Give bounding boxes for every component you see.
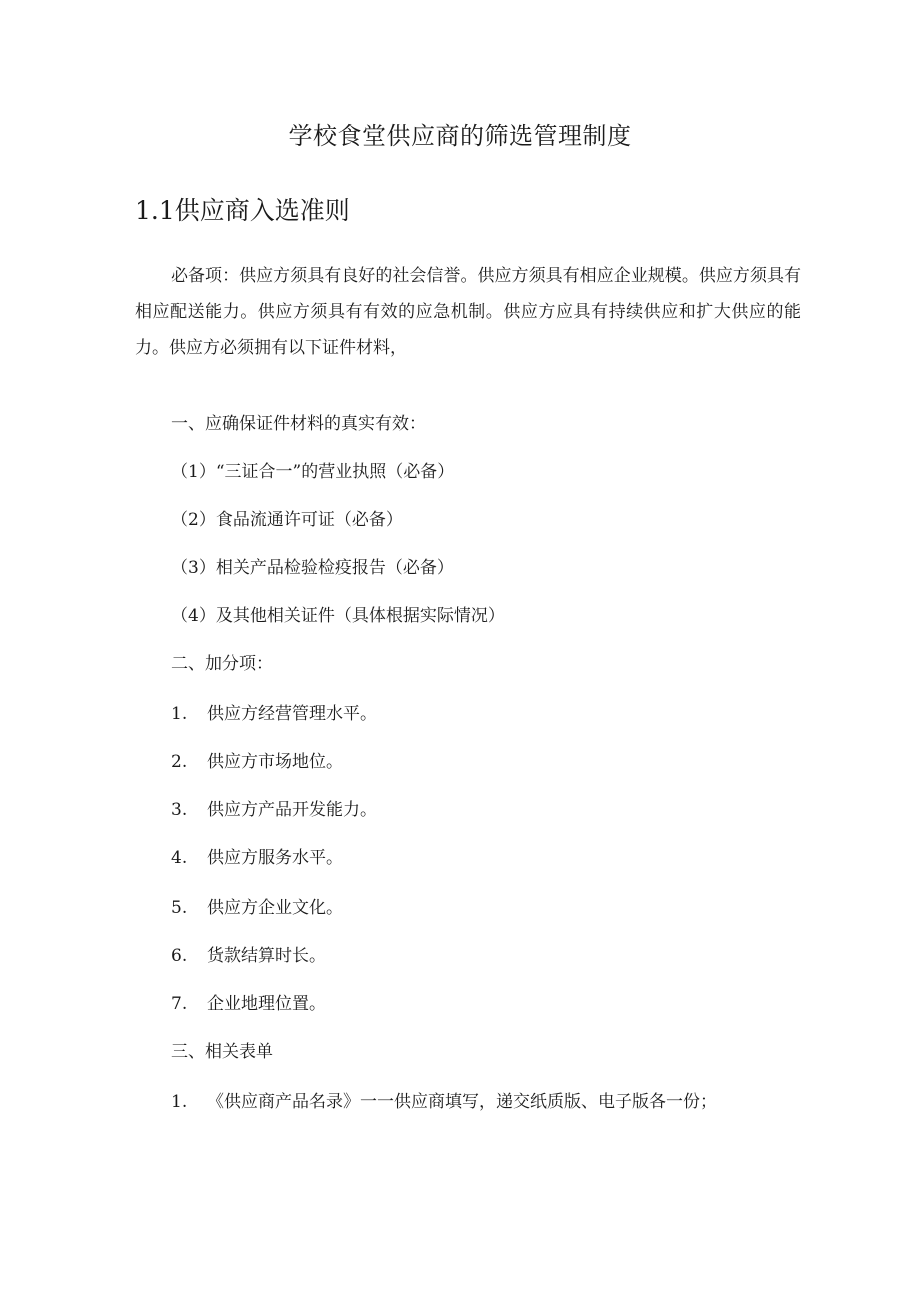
list-text: 《供应商产品名录》一一供应商填写，递交纸质版、电子版各一份； [207, 1092, 717, 1112]
list-number: 4. [171, 848, 188, 868]
list-number: 6. [171, 946, 188, 966]
bonus-item [171, 795, 377, 825]
document-title: 学校食堂供应商的筛选管理制度 [288, 122, 632, 150]
certificate-item: （4）及其他相关证件（具体根据实际情况） [171, 606, 505, 626]
section-heading: 1.1供应商入选准则 [135, 196, 350, 225]
bonus-item [171, 843, 343, 873]
part1-heading: 一、应确保证件材料的真实有效： [171, 414, 426, 434]
bonus-item [171, 747, 343, 777]
list-text: 供应方经营管理水平。 [207, 704, 377, 724]
list-text: 货款结算时长。 [207, 946, 326, 966]
bonus-item [171, 893, 343, 923]
list-number: 2. [171, 752, 188, 772]
certificate-item: （1）“三证合一”的营业执照（必备） [171, 462, 455, 482]
list-number: 1. [171, 1092, 188, 1112]
certificate-item: （3）相关产品检验检疫报告（必备） [171, 558, 454, 578]
list-text: 企业地理位置。 [207, 994, 326, 1014]
list-text: 供应方企业文化。 [207, 898, 343, 918]
list-number: 1. [171, 704, 188, 724]
list-number: 5. [171, 898, 188, 918]
bonus-item [171, 989, 326, 1019]
list-number: 3. [171, 800, 188, 820]
part3-heading: 三、相关表单 [171, 1042, 273, 1062]
list-text: 供应方服务水平。 [207, 848, 343, 868]
bonus-item [171, 699, 377, 729]
list-text: 供应方产品开发能力。 [207, 800, 377, 820]
certificate-item: （2）食品流通许可证（必备） [171, 510, 403, 530]
intro-paragraph: 必备项：供应方须具有良好的社会信誉。供应方须具有相应企业规模。供应方须具有相应配送能力。供应方须具有有效的应急机制。供应方应具有持续供应和扩大供应的能力。供应方必须拥有以下证件材料， [135, 266, 801, 358]
list-text: 供应方市场地位。 [207, 752, 343, 772]
form-item [171, 1087, 717, 1117]
list-number: 7. [171, 994, 188, 1014]
part2-heading: 二、加分项： [171, 654, 273, 674]
bonus-item [171, 941, 326, 971]
